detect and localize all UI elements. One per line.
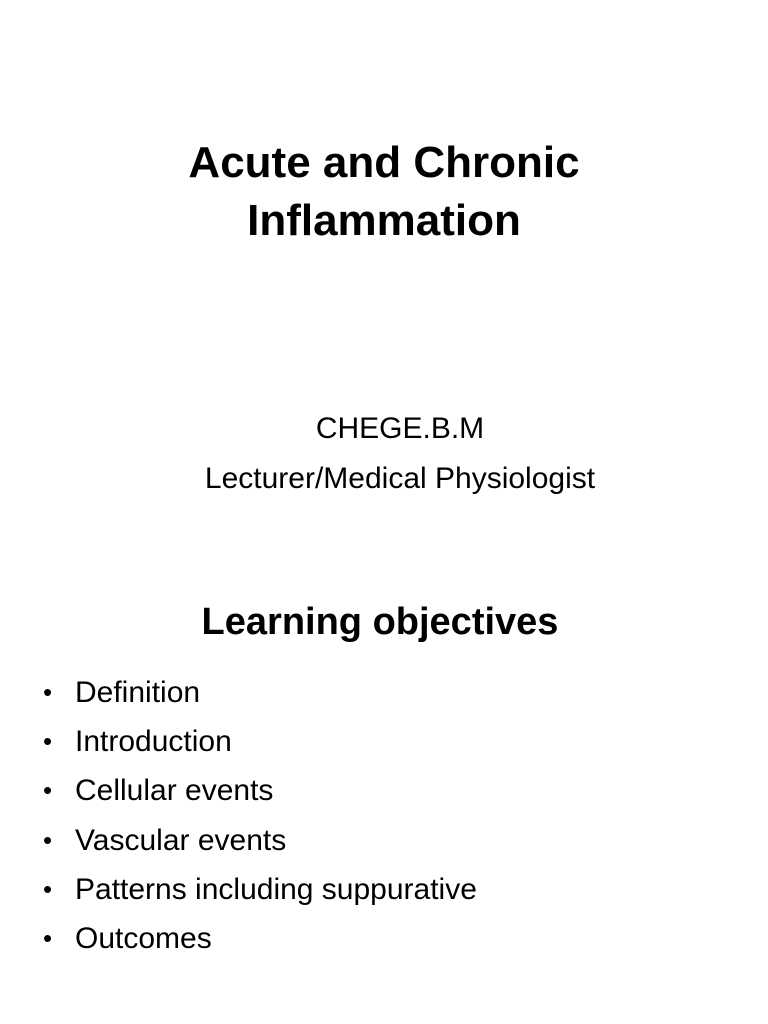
objective-label: Cellular events	[75, 774, 274, 808]
objectives-list	[40, 668, 477, 963]
bullet-icon: •	[43, 677, 53, 707]
bullet-icon: •	[43, 923, 53, 954]
bullet-icon: •	[43, 824, 53, 855]
bullet-icon: •	[43, 726, 53, 757]
objective-label: Definition	[75, 676, 201, 709]
objective-label: Vascular events	[75, 823, 287, 857]
objective-label: Outcomes	[75, 922, 212, 956]
objective-label: Introduction	[75, 725, 232, 759]
slide-title-line-1: Acute and Chronic	[188, 138, 580, 187]
author-block	[0, 404, 768, 504]
slide-title-line-2: Inflammation	[247, 196, 521, 245]
author-role: Lecturer/Medical Physiologist	[204, 462, 596, 495]
bullet-icon: •	[43, 873, 53, 904]
bullet-icon: •	[43, 775, 53, 806]
objective-item-definition	[40, 668, 477, 717]
objective-item-introduction	[40, 717, 477, 766]
slide-title	[0, 134, 768, 250]
objective-item-cellular-events	[40, 766, 477, 815]
author-name: CHEGE.B.M	[315, 412, 485, 445]
learning-objectives-heading: Learning objectives	[201, 601, 559, 643]
objective-item-outcomes	[40, 914, 477, 963]
objective-label: Patterns including suppurative	[75, 872, 477, 906]
objective-item-vascular-events	[40, 816, 477, 865]
objective-item-patterns	[40, 865, 477, 914]
